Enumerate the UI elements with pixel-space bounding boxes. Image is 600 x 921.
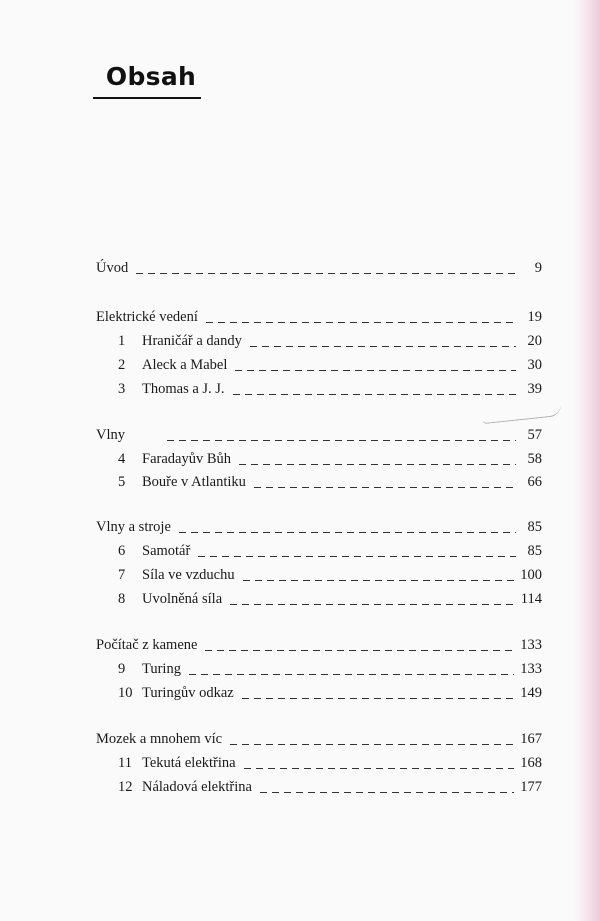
toc-part[interactable] bbox=[96, 307, 542, 327]
toc-label: Turing bbox=[142, 661, 181, 677]
toc-label: Samotář bbox=[142, 543, 191, 559]
toc-part[interactable] bbox=[96, 635, 542, 655]
toc-part[interactable] bbox=[96, 425, 542, 445]
toc-chapter[interactable] bbox=[118, 777, 542, 797]
toc-part[interactable] bbox=[96, 729, 542, 749]
toc-page-number: 133 bbox=[520, 637, 542, 653]
toc-page-number: 114 bbox=[520, 591, 542, 607]
toc-chapter[interactable] bbox=[118, 659, 542, 679]
pencil-mark bbox=[482, 403, 563, 424]
chapter-number: 6 bbox=[118, 543, 126, 559]
chapter-number: 2 bbox=[118, 357, 126, 373]
dot-leader bbox=[205, 635, 514, 655]
dot-leader bbox=[244, 753, 515, 773]
toc-chapter[interactable] bbox=[118, 355, 542, 375]
toc-label: Aleck a Mabel bbox=[142, 357, 228, 373]
toc-chapter[interactable] bbox=[118, 753, 542, 773]
toc-page-number: 168 bbox=[520, 755, 542, 771]
chapter-number: 8 bbox=[118, 591, 126, 607]
dot-leader bbox=[179, 517, 516, 537]
dot-leader bbox=[242, 683, 515, 703]
dot-leader bbox=[206, 307, 516, 327]
toc-page-number: 57 bbox=[527, 427, 542, 443]
chapter-number: 5 bbox=[118, 474, 126, 490]
toc-chapter[interactable] bbox=[118, 379, 542, 399]
toc-part[interactable] bbox=[96, 258, 542, 278]
toc-chapter[interactable] bbox=[118, 565, 542, 585]
dot-leader bbox=[136, 258, 516, 278]
toc-page-number: 30 bbox=[527, 357, 542, 373]
toc-label: Vlny bbox=[96, 427, 125, 443]
toc-label: Thomas a J. J. bbox=[142, 381, 225, 397]
dot-leader bbox=[233, 379, 516, 399]
toc-label: Bouře v Atlantiku bbox=[142, 474, 246, 490]
chapter-number: 4 bbox=[118, 451, 126, 467]
toc-label: Hraničář a dandy bbox=[142, 333, 242, 349]
toc-label: Mozek a mnohem víc bbox=[96, 731, 223, 747]
chapter-number: 11 bbox=[118, 755, 132, 771]
toc-page-number: 149 bbox=[520, 685, 542, 701]
chapter-number: 12 bbox=[118, 779, 133, 795]
toc-page-number: 100 bbox=[520, 567, 542, 583]
contents-heading bbox=[93, 62, 201, 99]
chapter-number: 7 bbox=[118, 567, 126, 583]
toc-chapter[interactable] bbox=[118, 683, 542, 703]
toc-page-number: 177 bbox=[520, 779, 542, 795]
dot-leader bbox=[198, 541, 516, 561]
dot-leader bbox=[254, 472, 516, 492]
toc-chapter[interactable] bbox=[118, 472, 542, 492]
toc-page-number: 85 bbox=[527, 519, 542, 535]
toc-label: Úvod bbox=[96, 260, 129, 276]
toc-label: Elektrické vedení bbox=[96, 309, 198, 325]
dot-leader bbox=[230, 589, 515, 609]
toc-page-number: 85 bbox=[527, 543, 542, 559]
dot-leader bbox=[235, 355, 516, 375]
toc-page-number: 167 bbox=[520, 731, 542, 747]
toc-label: Faradayův Bůh bbox=[142, 451, 231, 467]
toc-chapter[interactable] bbox=[118, 449, 542, 469]
dot-leader bbox=[243, 565, 515, 585]
toc-label: Uvolněná síla bbox=[142, 591, 223, 607]
toc-page-number: 9 bbox=[534, 260, 542, 276]
page-edge-tint bbox=[574, 0, 600, 921]
toc-chapter[interactable] bbox=[118, 589, 542, 609]
chapter-number: 9 bbox=[118, 661, 126, 677]
toc-label: Počítač z kamene bbox=[96, 637, 198, 653]
dot-leader bbox=[250, 331, 516, 351]
chapter-number: 1 bbox=[118, 333, 126, 349]
dot-leader bbox=[230, 729, 514, 749]
toc-page-number: 19 bbox=[527, 309, 542, 325]
toc-label: Tekutá elektřina bbox=[142, 755, 236, 771]
toc-label: Náladová elektřina bbox=[142, 779, 252, 795]
toc-page-number: 133 bbox=[520, 661, 542, 677]
page-title: Obsah bbox=[105, 62, 197, 91]
toc-page-number: 58 bbox=[527, 451, 542, 467]
toc-chapter[interactable] bbox=[118, 331, 542, 351]
chapter-number: 3 bbox=[118, 381, 126, 397]
toc-part[interactable] bbox=[96, 517, 542, 537]
toc-page-number: 39 bbox=[527, 381, 542, 397]
dot-leader bbox=[189, 659, 514, 679]
toc-label: Turingův odkaz bbox=[142, 685, 234, 701]
chapter-number: 10 bbox=[118, 685, 133, 701]
dot-leader bbox=[167, 425, 516, 445]
dot-leader bbox=[239, 449, 516, 469]
toc-label: Vlny a stroje bbox=[96, 519, 171, 535]
toc-page-number: 66 bbox=[527, 474, 542, 490]
toc-chapter[interactable] bbox=[118, 541, 542, 561]
dot-leader bbox=[260, 777, 514, 797]
title-underline bbox=[93, 97, 201, 99]
toc-page-number: 20 bbox=[527, 333, 542, 349]
toc-label: Síla ve vzduchu bbox=[142, 567, 235, 583]
